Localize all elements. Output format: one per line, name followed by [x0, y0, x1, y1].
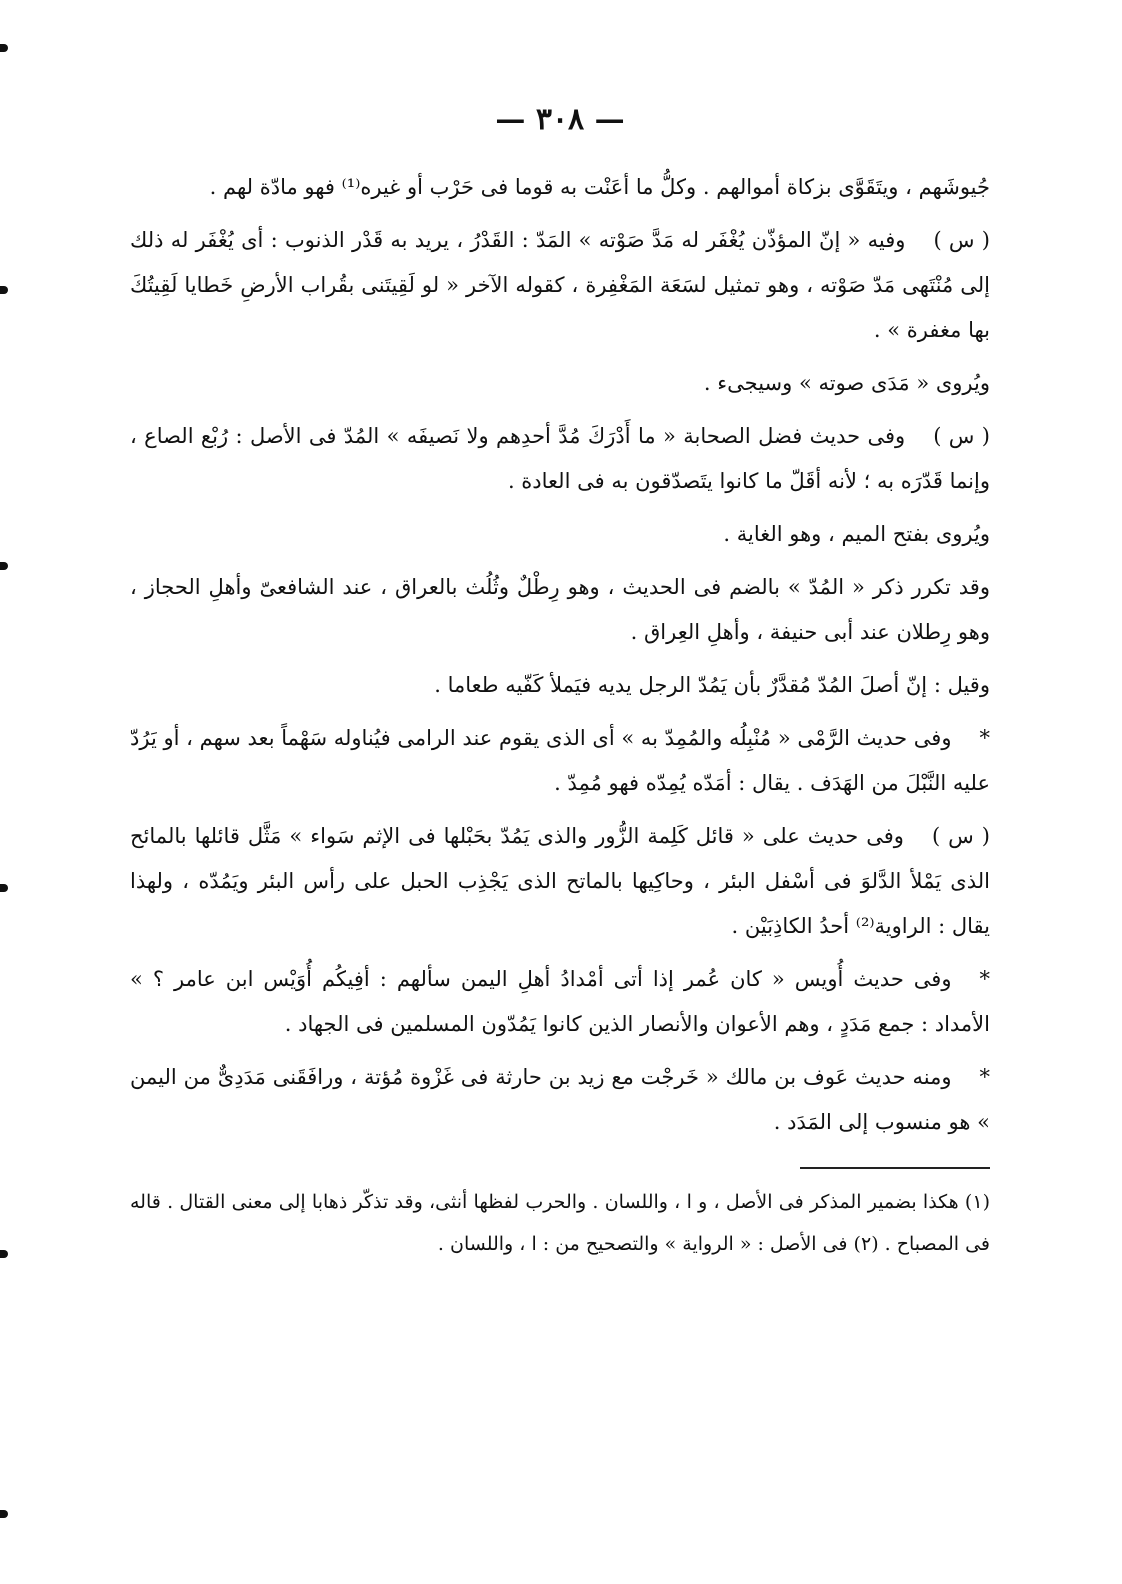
- paragraph-text: جُيوشَهم ، ويتَقَوَّى بزكاة أموالهم . وكلُّ ما أعَنْت به قوما فى حَرْب أو غيره⁽¹⁾ فهو مادّة لهم .: [209, 175, 990, 199]
- asterisk-marker: *: [979, 1065, 990, 1089]
- paragraph-text: وفى حديث على « قائل كَلِمة الزُّور والذى يَمُدّ بحَبْلها فى الإثم سَواء » مَثَّل قائلها بالمائح الذى يَمْلأ الدَّلوَ فى أسْفل البئر ، وحاكِيها بالماتح الذى يَجْذِب الحبل على رأس البئر ويَمُدّه ، ولهذا يقال : الراوية⁽²⁾ أحدُ الكاذِبَيْن .: [130, 824, 990, 938]
- asterisk-marker: *: [979, 967, 990, 991]
- footnote: (١) هكذا بضمير المذكر فى الأصل ، و ا ، واللسان . والحرب لفظها أنثى، وقد تذكّر ذهابا إلى معنى القتال . قاله فى المصباح . (٢) فى الأصل : « الرواية » والتصحيح من : ا ، واللسان .: [130, 1191, 990, 1255]
- paragraph: [130, 512, 990, 557]
- page-number: — ٣٠٨ —: [495, 102, 625, 137]
- page-edge-mark: [0, 286, 8, 294]
- footnotes: [130, 1181, 990, 1265]
- page-edge-mark: [0, 44, 8, 52]
- paragraph: [130, 165, 990, 210]
- paragraph: [130, 1055, 990, 1145]
- paragraph-text: ويُروى بفتح الميم ، وهو الغاية .: [723, 522, 990, 546]
- paragraph-text: وفيه « إنّ المؤذّن يُغْفَر له مَدَّ صَوْته » المَدّ : القَدْرُ ، يريد به قَدْر الذنوب : أى يُغْفَر له ذلك إلى مُنْتَهى مَدّ صَوْته ، وهو تمثيل لسَعَة المَغْفِرة ، كقوله الآخر « لو لَقِيتَنى بقُراب الأرضِ خَطايا لَقِيتُكَ بها مغفرة » .: [130, 228, 990, 342]
- paragraph-text: وفى حديث الرَّمْى « مُنْبِلُه والمُمِدّ به » أى الذى يقوم عند الرامى فيُناوله سَهْماً بعد سهم ، أو يَرُدّ عليه النَّبْلَ من الهَدَف . يقال : أمَدّه يُمِدّه فهو مُمِدّ .: [130, 726, 990, 795]
- asterisk-marker: *: [979, 726, 990, 750]
- paragraph: [130, 361, 990, 406]
- source-marker: ( س ): [931, 824, 990, 848]
- paragraph: [130, 663, 990, 708]
- paragraph-text: وقد تكرر ذكر « المُدّ » بالضم فى الحديث ، وهو رِطْلٌ وثُلُث بالعراق ، عند الشافعىّ وأهلِ الحجاز ، وهو رِطلان عند أبى حنيفة ، وأهلِ العِراق .: [130, 575, 990, 644]
- source-marker: ( س ): [933, 424, 990, 448]
- paragraph: [130, 716, 990, 806]
- page-edge-mark: [0, 1250, 8, 1258]
- paragraph: [130, 565, 990, 655]
- page-edge-mark: [0, 562, 8, 570]
- footnote-separator: [800, 1167, 990, 1169]
- paragraph: [130, 218, 990, 353]
- paragraph: [130, 957, 990, 1047]
- paragraph-text: وفى حديث فضل الصحابة « ما أَدْرَكَ مُدَّ أحدِهم ولا نَصيفَه » المُدّ فى الأصل : رُبْع الصاع ، وإنما قَدّرَه به ؛ لأنه أقَلّ ما كانوا يتَصدّقون به فى العادة .: [130, 424, 990, 493]
- paragraph: [130, 414, 990, 504]
- paragraph: [130, 814, 990, 949]
- paragraph-text: وقيل : إنّ أصلَ المُدّ مُقدَّرٌ بأن يَمُدّ الرجل يديه فيَملأ كَفّيه طعاما .: [434, 673, 990, 697]
- paragraph-text: ويُروى « مَدَى صوته » وسيجىء .: [703, 371, 990, 395]
- page-edge-mark: [0, 1510, 8, 1518]
- source-marker: ( س ): [933, 228, 990, 252]
- paragraph-text: وفى حديث أُويس « كان عُمر إذا أتى أمْدادُ أهلِ اليمن سألهم : أفِيكُم أُوَيْس ابن عامر ؟ » الأمداد : جمع مَدَدٍ ، وهم الأعوان والأنصار الذين كانوا يَمُدّون المسلمين فى الجهاد .: [130, 967, 990, 1036]
- paragraph-text: ومنه حديث عَوف بن مالك « خَرجْت مع زيد بن حارثة فى غَزْوة مُؤتة ، ورافَقَنى مَدَدِىٌّ من اليمن » هو منسوب إلى المَدَد .: [130, 1065, 990, 1134]
- book-page: [130, 102, 990, 1265]
- main-text: [130, 165, 990, 1145]
- page-edge-mark: [0, 884, 8, 892]
